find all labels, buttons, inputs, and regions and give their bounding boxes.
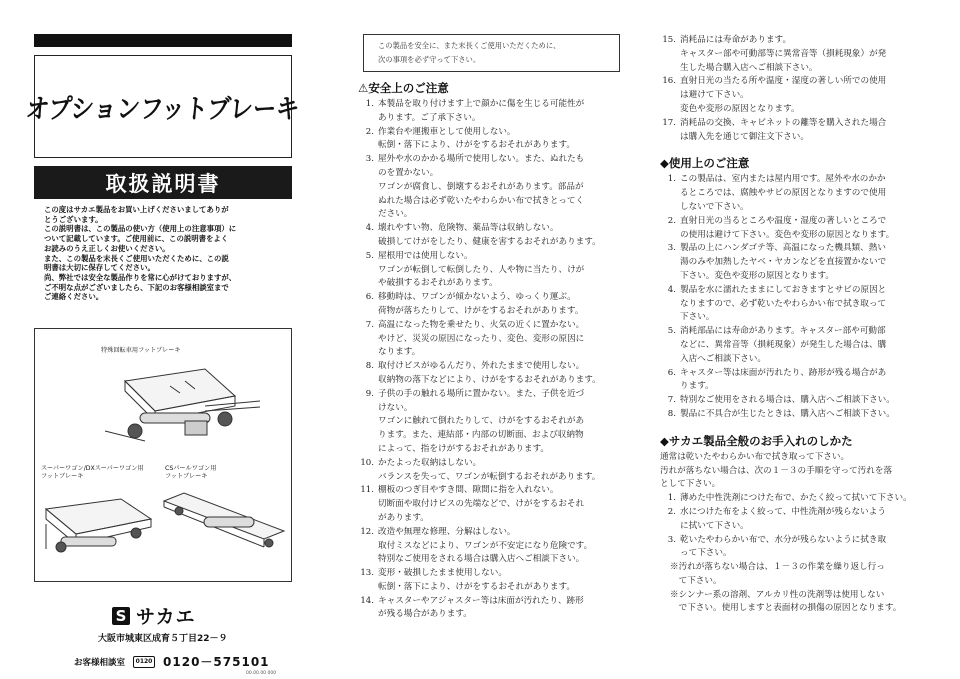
title-box (24, 55, 301, 158)
product-title: オプションフットブレーキ (24, 94, 301, 125)
safety-section (358, 80, 638, 622)
document-number: 00.00.00 000 (246, 671, 277, 676)
care-item: 3. 乾いたやわらかい布で、水分が残らないように拭き取 って下さい。 (667, 534, 887, 559)
intro-paragraph: この説明書は、この製品の使い方（使用上の注意事項）に ついて記載しています。ご使用前に、この説明書をよく お読みのうえ正しくお使いください。 (44, 224, 237, 253)
contact-label: お客様相談室 (74, 657, 126, 668)
care-note: ※汚れが落ちない場合は、１－３の作業を繰り返し行っ て下さい。 (670, 562, 885, 586)
sakae-logo-mark: S (112, 607, 130, 625)
usage-item: 6. キャスター等は床面が汚れたり、跡形が残る場合があ ります。 (667, 367, 887, 392)
safety-item: 3. 屋外や水のかかる場所で使用しない。また、ぬれたも のを置かない。 ワゴンが腐食し、倒壊するおそれがあります。部品が ぬれた場合は必ず乾いたやわらかい布で拭きとってく ださい。 (365, 154, 585, 220)
foot-brake-illustration-3 (159, 491, 289, 561)
safety-item: 17. 消耗品の交換、キャビネットの離等を購入された場合 は購入先を通じて御注文下さい。 (662, 117, 887, 142)
notice-box (363, 34, 620, 72)
usage-item: 2. 直射日光の当るところや温度・湿度の著しいところで の使用は避けて下さい。変色や変形の原因となります。 (667, 215, 895, 240)
usage-item: 3. 製品の上にハンダゴテ等、高温になった機具類、熱い 湯のみや加熱したヤベ・ヤカンなどを直接置かないで 下さい。変色や変形の原因となります。 (667, 243, 887, 281)
safety-item: 13. 変形・破損したまま使用しない。 転倒・落下により、けがをするおそれがあります。 (360, 568, 575, 592)
safety-item: 9. 子供の手の触れる場所に置かない。また、子供を近づ けない。 ワゴンに触れて倒れたりして、けがをするおそれがあ ります。また、連結部・内部の切断面、および収納物 によって、指をけがするおそれがあります。 (365, 388, 585, 454)
usage-item: 1. この製品は、室内または屋内用です。屋外や水のかか るところでは、腐蝕やサビの原因となりますので使用 しないで下さい。 (667, 174, 887, 212)
diamond-bullet-icon: ◆ (660, 156, 669, 171)
safety-item: 4. 壊れやすい物、危険物、薬品等は収納しない。 破損してけがをしたり、健康を害するおそれがあります。 (365, 223, 601, 247)
right-column (660, 34, 930, 616)
diagram-caption-cs-pearl: CSパールワゴン用 フットブレーキ (165, 465, 217, 480)
care-heading (660, 433, 930, 449)
free-dial-icon: 0120 (133, 656, 155, 668)
usage-item: 5. 消耗部品には寿命があります。キャスター部や可動部 などに、異常音等（損耗現象）が発生した場合は、購 入店へご相談下さい。 (667, 326, 887, 364)
safety-heading (358, 80, 638, 96)
safety-item: 1. 本製品を取り付けます上で顔かに傷を生じる可能性が あります。ご了承下さい。 (365, 99, 585, 123)
safety-item: 7. 高温になった物を乗せたり、火気の近くに置かない。 やけど、災災の原因になったり、変色、変形の原因に なります。 (365, 319, 585, 358)
safety-item: 12. 改造や無理な修理、分解はしない。 取付ミスなどにより、ワゴンが不安定になり危険です。 特別なご使用をされる場合は購入店へご相談下さい。 (360, 526, 593, 565)
brand-name: サカエ (136, 606, 196, 628)
intro-paragraph: また、この製品を末長くご使用いただくために、この説 明書は大切に保存してください。 (44, 253, 229, 273)
diagram-caption-super-wagon: スーパーワゴン/DXスーパーワゴン用 フットブレーキ (41, 465, 144, 480)
safety-item: 5. 屋根用では使用しない。 ワゴンが転倒して転倒したり、人や物に当たり、けが や破損するおそれがあります。 (365, 250, 585, 289)
usage-item: 4. 製品を水に濡れたままにしておきますとサビの原因と なりますので、必ず乾いたやわらかい布で拭き取って 下さい。 (667, 284, 887, 323)
warning-triangle-icon: ⚠ (358, 81, 369, 95)
customer-contact (74, 653, 270, 670)
safety-item: 6. 移動時は、ワゴンが傾かないよう、ゆっくり運ぶ。 荷物が落ちたりして、けがをするおそれがあります。 (365, 292, 584, 316)
sakae-logo (112, 602, 196, 629)
intro-paragraph: 尚、弊社では安全な製品作りを常に心がけておりますが、 ご不明な点がございましたら、下記のお客様相談室まで ご連絡ください。 (44, 272, 237, 302)
safety-heading-text: 安全上のご注意 (368, 81, 449, 95)
foot-brake-illustration-1 (85, 361, 265, 461)
notice-line: この製品を安全に、また末長くご使用いただくために、 (378, 41, 561, 50)
foot-brake-illustration-2 (41, 489, 161, 559)
usage-heading-text: 使用上のご注意 (668, 156, 750, 171)
manual-title-bar (34, 166, 292, 199)
safety-item: 2. 作業台や運搬車として使用しない。 転倒・落下により、けがをするおそれがあります。 (365, 126, 575, 151)
product-diagram (34, 328, 292, 582)
diagram-caption-special: 特殊回転車用フットブレーキ (101, 347, 181, 354)
care-note: ※シンナー系の溶剤、アルカリ性の洗剤等は使用しない で下さい。使用しますと表面材の損傷の原因となります。 (670, 589, 902, 614)
usage-heading (660, 155, 930, 171)
notice-line: 次の事項を必ず守って下さい。 (378, 55, 481, 64)
intro-text (44, 205, 290, 302)
care-intro: 通常は乾いたやわらかい布で拭き取って下さい。 汚れが落ちない場合は、次の１－３の手順を守って汚れを落 として下さい。 (660, 451, 893, 490)
safety-item: 16. 直射日光の当たる所や温度・湿度の著しい所での使用 は避けて下さい。 変色や変形の原因となります。 (662, 76, 887, 114)
care-item: 2. 水につけた布をよく絞って、中性洗剤が残らないよう に拭いて下さい。 (667, 506, 886, 531)
usage-item: 7. 特別なご使用をされる場合は、購入店へご相談下さい。 (667, 395, 895, 406)
safety-item: 11. 棚板のつぎ目やすき間、隙間に指を入れない。 切断面や取付けビスの先端などで、けがをするおそれ があります。 (360, 485, 585, 523)
safety-item: 14. キャスターやアジャスター等は床面が汚れたり、跡形 が残る場合があります。 (360, 595, 584, 620)
manual-title: 取扱説明書 (105, 171, 221, 196)
care-heading-text: サカエ製品全般のお手入れのしかた (668, 433, 853, 448)
safety-item: 10. かたよった収納はしない。 バランスを失って、ワゴンが転倒するおそれがあります。 (360, 457, 601, 482)
intro-paragraph: この度はサカエ製品をお買い上げくださいましてありが とうございます。 (44, 205, 229, 224)
care-item: 1. 薄めた中性洗剤につけた布で、かたく絞って拭いて下さい。 (667, 493, 912, 504)
safety-item: 15. 消耗品には寿命があります。 キャスター部や可動部等に異常音等（損耗現象）が発 生した場合購入店へご相談下さい。 (662, 35, 887, 73)
company-address: 大阪市城東区成育５丁目22－９ (98, 634, 228, 644)
phone-number: 0120－575101 (163, 655, 270, 669)
diamond-bullet-icon: ◆ (660, 433, 669, 448)
usage-item: 8. 製品に不具合が生じたときは、購入店へご相談下さい。 (667, 408, 895, 419)
top-black-bar (34, 34, 292, 47)
safety-item: 8. 取付けビスがゆるんだり、外れたままで使用しない。 収納物の落下などにより、けがをするおそれがあります。 (365, 361, 601, 385)
